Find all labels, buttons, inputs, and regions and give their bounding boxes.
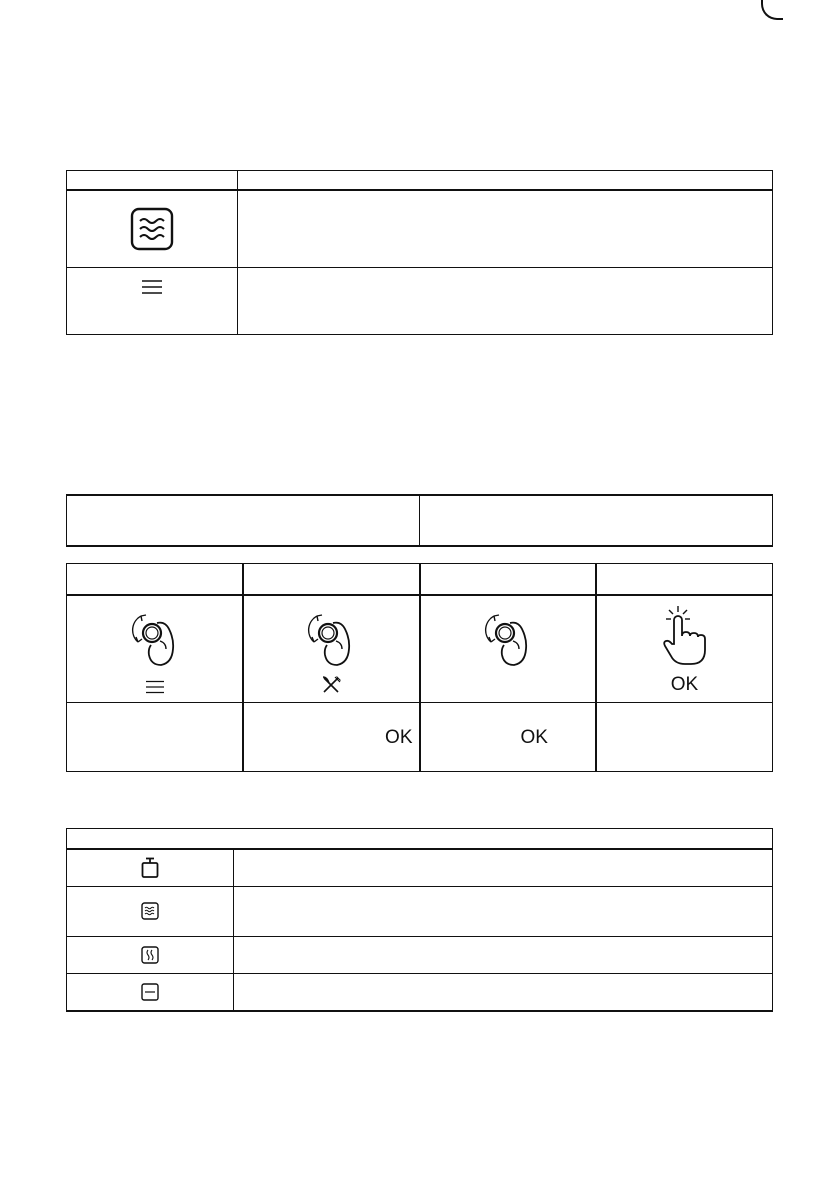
function-table bbox=[66, 828, 773, 1012]
step-header-4 bbox=[596, 564, 773, 596]
table-row bbox=[67, 974, 773, 1012]
table-row bbox=[67, 495, 773, 546]
ok-label: OK bbox=[670, 674, 699, 695]
microwave-waves-icon bbox=[130, 207, 174, 251]
corner-mark bbox=[761, 0, 783, 20]
icon-cell bbox=[67, 268, 238, 335]
ok-label: OK bbox=[520, 727, 548, 748]
table-header-row bbox=[67, 171, 773, 191]
table-row bbox=[67, 849, 773, 887]
fork-knife-icon bbox=[321, 676, 341, 694]
step-1-icon-cell bbox=[67, 595, 244, 703]
symbol-table-1 bbox=[66, 170, 773, 335]
steps-icon-row bbox=[67, 595, 773, 703]
step-3-icon-cell bbox=[420, 595, 597, 703]
steam-icon bbox=[141, 946, 159, 964]
step-1-text-cell bbox=[67, 703, 244, 772]
menu-lines-icon bbox=[145, 680, 165, 694]
table-header-row bbox=[67, 829, 773, 850]
header-cell bbox=[67, 829, 773, 850]
rotate-knob-hand-icon bbox=[478, 606, 538, 668]
header-cell bbox=[67, 495, 420, 546]
icon-cell bbox=[67, 849, 234, 887]
rotate-knob-hand-icon bbox=[301, 606, 361, 668]
table-row bbox=[67, 937, 773, 974]
header-cell bbox=[420, 495, 773, 546]
timer-icon bbox=[141, 857, 159, 879]
description-cell bbox=[234, 887, 773, 937]
description-cell bbox=[238, 268, 773, 335]
ok-label: OK bbox=[385, 727, 413, 748]
step-4-icon-cell bbox=[596, 595, 773, 703]
table-row bbox=[67, 887, 773, 937]
step-4-text-cell bbox=[596, 703, 773, 772]
table-header-row bbox=[67, 564, 773, 596]
step-2-text-cell bbox=[243, 703, 420, 772]
header-cell bbox=[67, 171, 238, 191]
steps-text-row bbox=[67, 703, 773, 772]
press-finger-icon bbox=[660, 604, 710, 668]
table-row bbox=[67, 268, 773, 335]
microwave-waves-icon bbox=[141, 902, 159, 920]
icon-cell bbox=[67, 974, 234, 1012]
step-3-text-cell bbox=[420, 703, 597, 772]
step-2-icon-cell bbox=[243, 595, 420, 703]
table-row bbox=[67, 190, 773, 268]
description-cell bbox=[234, 937, 773, 974]
icon-cell bbox=[67, 190, 238, 268]
step-header-1 bbox=[67, 564, 244, 596]
steps-table bbox=[66, 563, 773, 772]
description-cell bbox=[234, 849, 773, 887]
top-bottom-heat-icon bbox=[141, 983, 159, 1001]
description-cell bbox=[238, 190, 773, 268]
rotate-knob-hand-icon bbox=[125, 606, 185, 668]
header-cell bbox=[238, 171, 773, 191]
header-table-2 bbox=[66, 494, 773, 547]
icon-cell bbox=[67, 887, 234, 937]
description-cell bbox=[234, 974, 773, 1012]
step-header-2 bbox=[243, 564, 420, 596]
step-header-3 bbox=[420, 564, 597, 596]
menu-lines-icon bbox=[141, 279, 163, 295]
icon-cell bbox=[67, 937, 234, 974]
